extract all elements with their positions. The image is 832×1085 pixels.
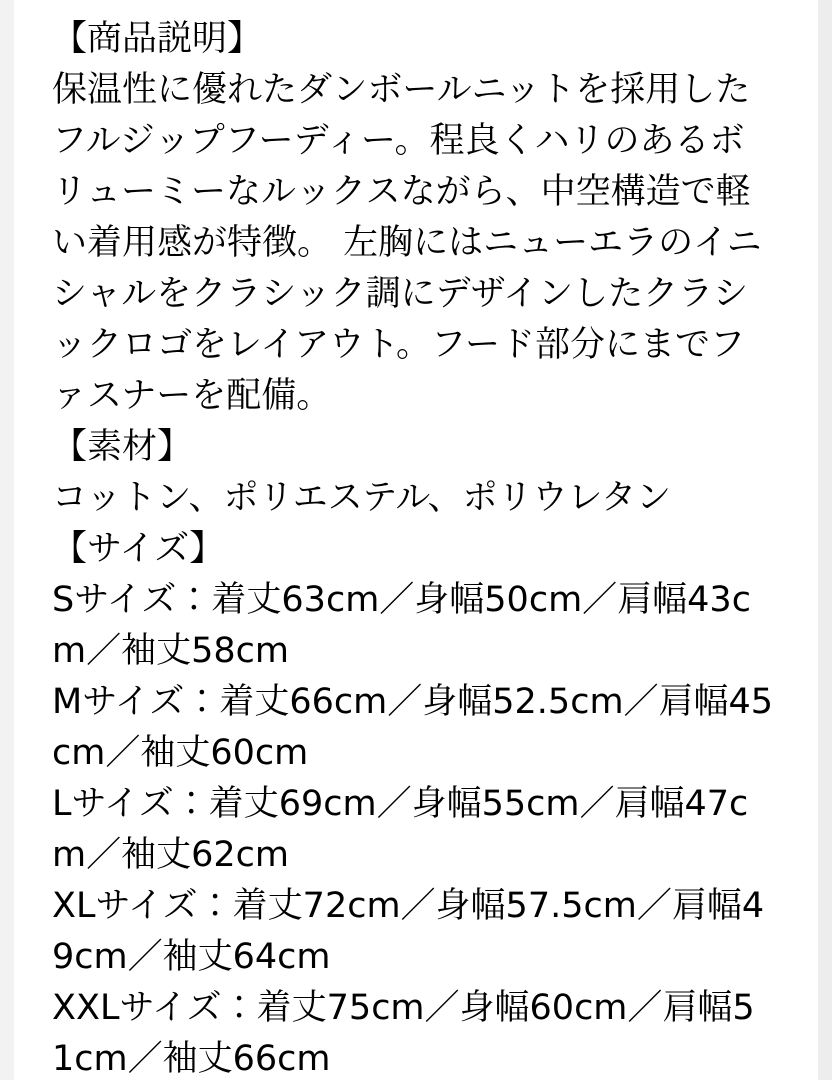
size-line-s: Sサイズ：着丈63cm／身幅50cm／肩幅43cm／袖丈58cm <box>52 580 751 671</box>
left-edge-gutter <box>0 0 14 1080</box>
size-line-xxl: XXLサイズ：着丈75cm／身幅60cm／肩幅51cm／袖丈66cm <box>52 988 755 1079</box>
size-line-xl: XLサイズ：着丈72cm／身幅57.5cm／肩幅49cm／袖丈64cm <box>52 886 765 977</box>
size-section <box>52 524 776 1085</box>
product-description-section <box>52 14 776 422</box>
material-heading: 【素材】 <box>52 427 193 467</box>
size-line-m: Mサイズ：着丈66cm／身幅52.5cm／肩幅45cm／袖丈60cm <box>52 682 774 773</box>
size-line-l: Lサイズ：着丈69cm／身幅55cm／肩幅47cm／袖丈62cm <box>52 784 749 875</box>
product-description-heading: 【商品説明】 <box>52 19 263 59</box>
size-heading: 【サイズ】 <box>52 529 225 569</box>
material-section <box>52 422 776 524</box>
product-description-body: 保温性に優れたダンボールニットを採用したフルジップフーディー。程良くハリのあるボリューミーなルックスながら、中空構造で軽い着用感が特徴。 左胸にはニューエラのイニシャルをクラシック調にデザインしたクラシックロゴをレイアウト。フード部分にまでファスナーを配備。 <box>52 70 762 416</box>
right-edge-gutter <box>818 0 832 1080</box>
material-body: コットン、ポリエステル、ポリウレタン <box>52 478 672 518</box>
description-content <box>52 14 776 1080</box>
